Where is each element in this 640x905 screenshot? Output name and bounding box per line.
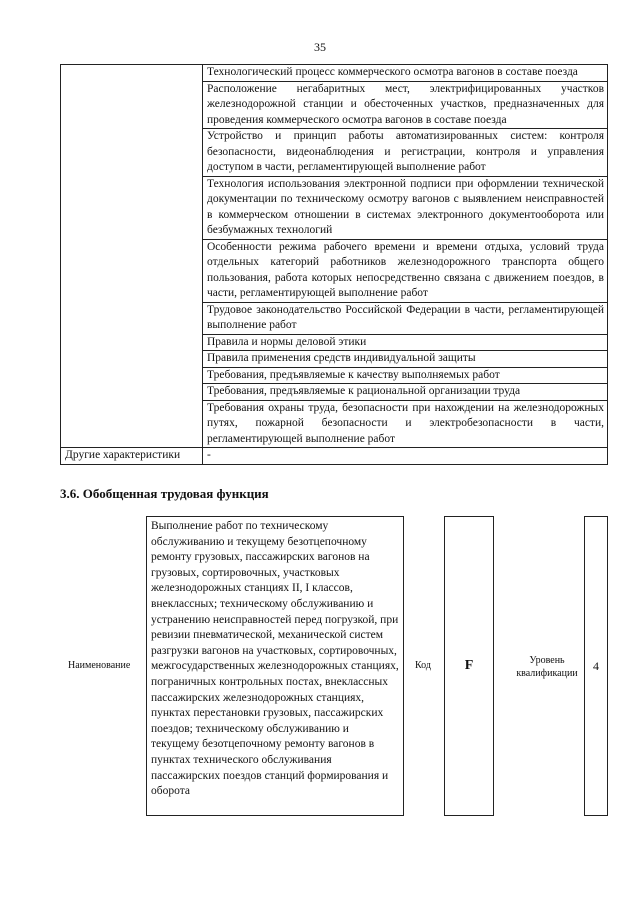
section-title: 3.6. Обобщенная трудовая функция <box>60 486 269 501</box>
requirement-item: Требования, предъявляемые к рациональной организации труда <box>203 384 608 401</box>
requirement-item: Технология использования электронной подписи при оформлении технической документации по техническому осмотру вагонов с выявлением неисправностей в коммерческом отношении в системах электронного документооборота или безбумажных технологий <box>203 176 608 239</box>
table-row <box>61 448 608 465</box>
table-row <box>61 65 608 82</box>
requirement-item: Расположение негабаритных мест, электрифицированных участков железнодорожной станции и обесточенных участков, предназначенных для проведения коммерческого осмотра вагонов в составе поезда <box>203 81 608 129</box>
code-label: Код <box>415 660 431 671</box>
other-characteristics-label: Другие характеристики <box>61 448 203 465</box>
requirement-item: Трудовое законодательство Российской Федерации в части, регламентирующей выполнение работ <box>203 302 608 334</box>
page-number: 35 <box>314 40 326 54</box>
requirement-item: Технологический процесс коммерческого осмотра вагонов в составе поезда <box>203 65 608 82</box>
requirement-item: Правила применения средств индивидуальной защиты <box>203 351 608 368</box>
code-value: F <box>444 516 494 816</box>
name-value: Выполнение работ по техническому обслуживанию и текущему безотцепочному ремонту грузовых, пассажирских вагонов на грузовых, сортировочных, участковых железнодорожных станциях II, I классов, внеклассных; техническому обслуживанию и устранению неисправностей перед погрузкой, при ревизии пневматической, механической систем разгрузки вагонов на участковых, сортировочных, межгосударственных железнодорожных станциях, пограничных контрольных постах, внеклассных пассажирских железнодорожных станциях, пунктах перестановки грузовых, пассажирских поездов; техническому обслуживанию и текущему безотцепочному ремонту вагонов в пунктах технического обслуживания пассажирских поездов станций формирования и оборота <box>146 516 404 816</box>
other-characteristics-value: - <box>203 448 608 465</box>
requirements-table <box>60 64 608 465</box>
qualification-level-label: Уровень квалификации <box>516 655 578 679</box>
requirement-item: Устройство и принцип работы автоматизированных систем: контроля безопасности, видеонаблюдения и регистрации, контроля и управления доступом в части, регламентирующей выполнение работ <box>203 129 608 177</box>
requirement-item: Требования, предъявляемые к качеству выполняемых работ <box>203 367 608 384</box>
requirements-label-cell <box>61 65 203 448</box>
requirement-item: Правила и нормы деловой этики <box>203 334 608 351</box>
name-label: Наименование <box>68 660 131 671</box>
requirement-item: Особенности режима рабочего времени и времени отдыха, условий труда отдельных категорий работников железнодорожного транспорта общего пользования, работа которых непосредственно связана с движением поездов, в части, регламентирующей выполнение работ <box>203 239 608 302</box>
generalized-function-block <box>60 514 608 818</box>
qualification-level-value: 4 <box>584 516 608 816</box>
requirement-item: Требования охраны труда, безопасности при нахождении на железнодорожных путях, пожарной безопасности и электробезопасности в части, регламентирующей выполнение работ <box>203 400 608 448</box>
